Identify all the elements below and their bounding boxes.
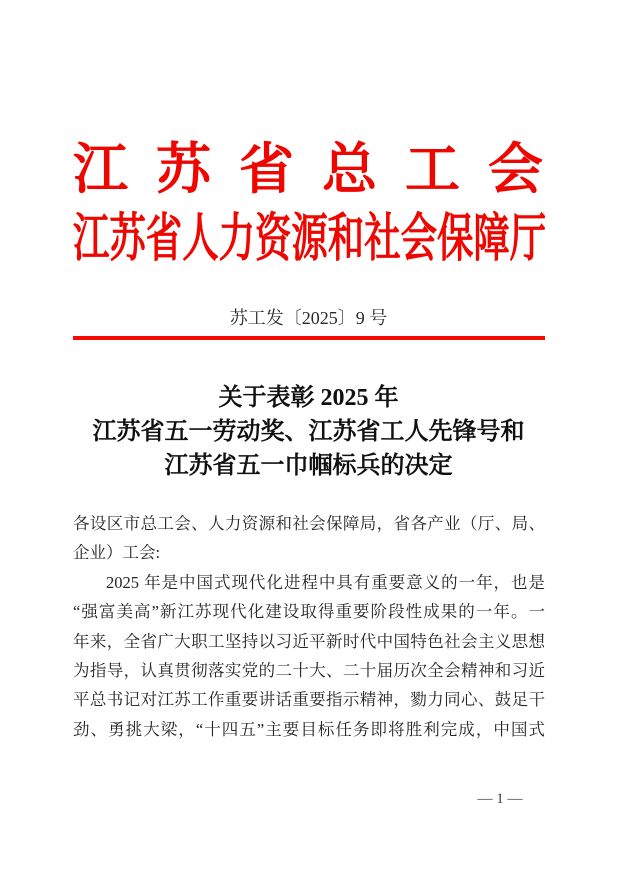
document-number: 苏工发〔2025〕9 号 (229, 308, 388, 328)
document-title-line3: 江苏省五一巾帼标兵的决定 (164, 453, 453, 479)
letterhead-divider-rule (73, 336, 545, 340)
document-title-line2: 江苏省五一劳动奖、江苏省工人先锋号和 (92, 419, 525, 445)
paragraph-line2: “强富美高”新江苏现代化建设取得重要阶段性成果的一年。一 (73, 602, 545, 622)
document-body (73, 509, 545, 744)
document-title (0, 381, 617, 483)
paragraph-line5: 平总书记对江苏工作重要讲话重要指示精神，勠力同心、鼓足干 (73, 690, 545, 710)
letterhead-org-line1: 江苏省总工会 (73, 139, 572, 200)
page-number: — 1 — (477, 791, 523, 807)
salutation-line2: 企业）工会: (73, 543, 161, 563)
paragraph-line3: 年来，全省广大职工坚持以习近平新时代中国特色社会主义思想 (73, 631, 545, 651)
paragraph-line4: 为指导，认真贯彻落实党的二十大、二十届历次全会精神和习近 (73, 660, 545, 680)
paragraph-line6: 劲、勇挑大梁，“十四五”主要目标任务即将胜利完成，中国式 (73, 719, 545, 739)
salutation-line1: 各设区市总工会、人力资源和社会保障局，省各产业（厅、局、 (73, 514, 545, 533)
document-title-line1: 关于表彰 2025 年 (218, 385, 399, 411)
paragraph-line1: 2025 年是中国式现代化进程中具有重要意义的一年，也是 (106, 572, 545, 592)
letterhead-org-line2: 江苏省人力资源和社会保障厅 (73, 211, 547, 268)
